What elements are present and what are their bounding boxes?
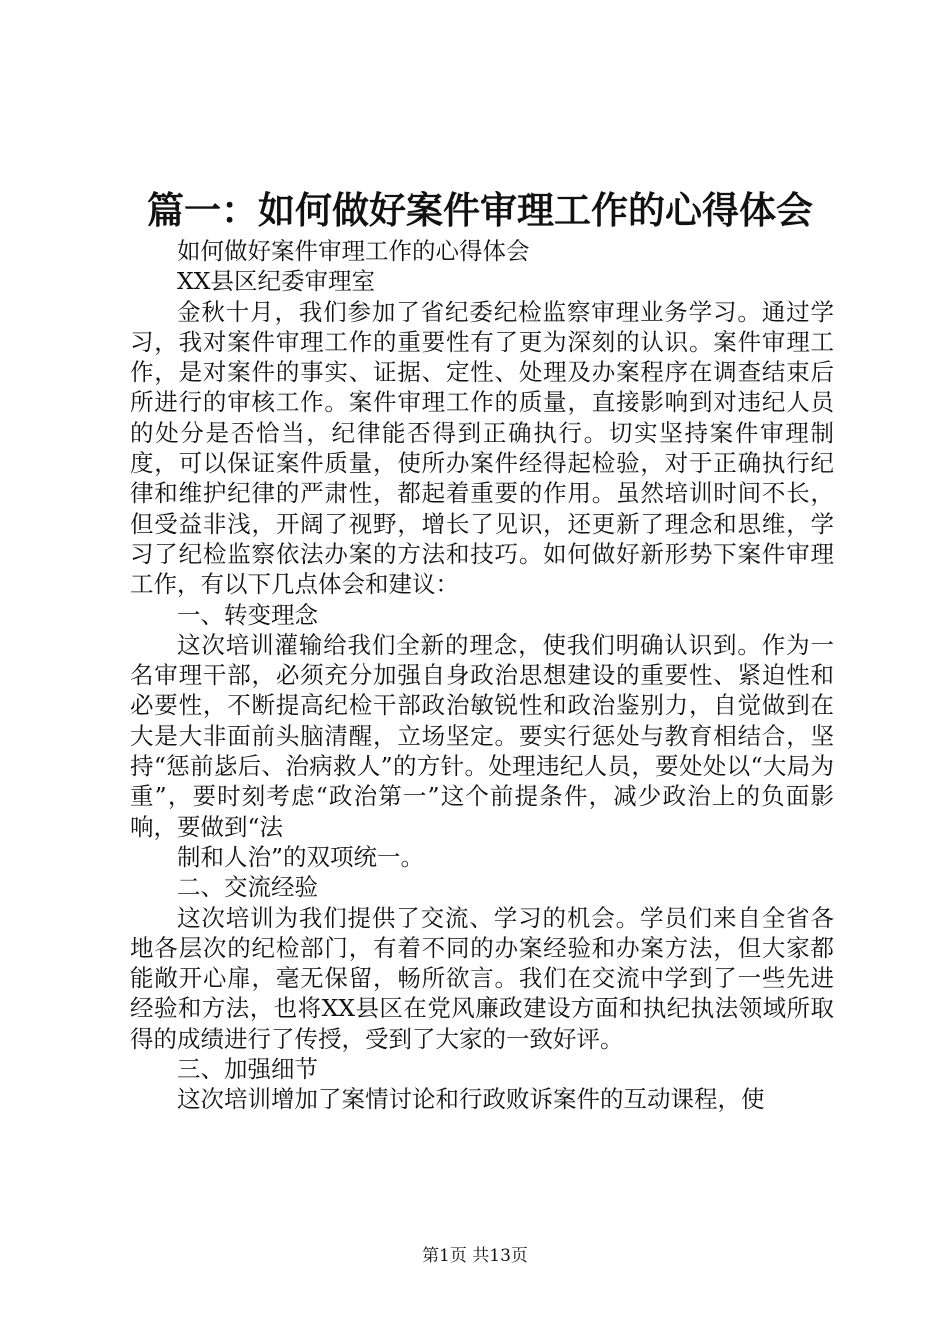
- paragraph-section-1: 这次培训灌输给我们全新的理念，使我们明确认识到。作为一名审理干部，必须充分加强自身政治思想建设的重要性、紧迫性和必要性，不断提高纪检干部政治敏锐性和政治鉴别力，自觉做到在大是大非面前头脑清醒，立场坚定。要实行惩处与教育相结合，坚持“惩前毖后、治病救人”的方针。处理违纪人员，要处处以“大局为重”，要时刻考虑“政治第一”这个前提条件，减少政治上的负面影响，要做到“法: [130, 630, 834, 841]
- section-heading-2: 二、交流经验: [177, 873, 318, 902]
- paragraph-section-3: 这次培训增加了案情讨论和行政败诉案件的互动课程，使: [177, 1085, 765, 1114]
- page-total: 共13页: [472, 1246, 528, 1266]
- document-title: 篇一：如何做好案件审理工作的心得体会: [147, 188, 813, 232]
- paragraph-intro: 金秋十月，我们参加了省纪委纪检监察审理业务学习。通过学习，我对案件审理工作的重要性有了更为深刻的认识。案件审理工作，是对案件的事实、证据、定性、处理及办案程序在调查结束后所进行的审核工作。案件审理工作的质量，直接影响到对违纪人员的处分是否恰当，纪律能否得到正确执行。切实坚持案件审理制度，可以保证案件质量，使所办案件经得起检验，对于正确执行纪律和维护纪律的严肃性，都起着重要的作用。虽然培训时间不长，但受益非浅，开阔了视野，增长了见识，还更新了理念和思维，学习了纪检监察依法办案的方法和技巧。如何做好新形势下案件审理工作，有以下几点体会和建议：: [130, 297, 834, 599]
- paragraph-section-2: 这次培训为我们提供了交流、学习的机会。学员们来自全省各地各层次的纪检部门，有着不同的办案经验和办案方法，但大家都能敞开心扉，毫无保留，畅所欲言。我们在交流中学到了一些先进经验和方法，也将XX县区在党风廉政建设方面和执纪执法领域所取得的成绩进行了传授，受到了大家的一致好评。: [130, 903, 834, 1053]
- page-number: 第1页: [422, 1246, 467, 1266]
- document-body: [130, 236, 834, 1115]
- section-heading-1: 一、转变理念: [177, 600, 318, 629]
- author-unit: XX县区纪委审理室: [177, 267, 375, 296]
- subtitle: 如何做好案件审理工作的心得体会: [177, 237, 530, 265]
- section-heading-3: 三、加强细节: [177, 1055, 318, 1084]
- page-footer: [0, 1244, 950, 1268]
- paragraph-section-1-continued: 制和人治”的双项统一。: [177, 842, 425, 871]
